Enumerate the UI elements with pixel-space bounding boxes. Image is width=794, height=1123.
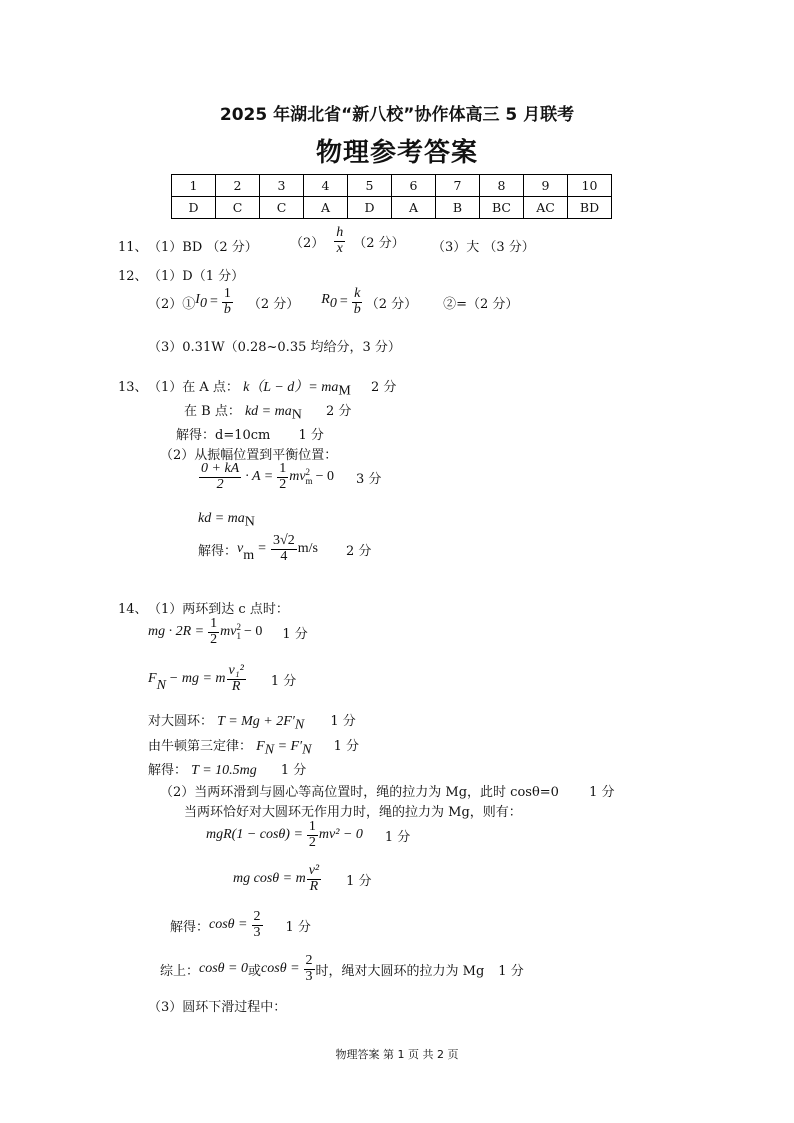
q14-e1-rhs: mv (220, 624, 237, 640)
subscript: N (156, 678, 166, 694)
q13-b-score: 2 分 (326, 404, 352, 419)
q14-part3: （3）圆环下滑过程中： (148, 1000, 287, 1015)
q11-part2-fraction (334, 226, 345, 256)
q14-part1-intro: （1）两环到达 c 点时： (148, 602, 289, 617)
q13-e3-fraction (271, 534, 297, 564)
q13-b-prefix: 在 B 点： (184, 404, 241, 419)
q13-e2-equation: kd = ma (198, 511, 245, 526)
q13-e1-indices (306, 468, 313, 486)
q13-e1-half (277, 462, 288, 492)
superscript: 2 (305, 467, 311, 478)
q14-e2-mid: − mg = m (168, 671, 226, 687)
q14-f4 (160, 954, 524, 984)
equals-sign: = (209, 294, 218, 310)
q14-e2-fraction (227, 664, 246, 694)
q14-e1-tail: − 0 (243, 624, 263, 640)
q14-f3-score: 1 分 (285, 919, 311, 935)
q13-energy-equation (198, 462, 381, 492)
answer-table-answer-row (172, 197, 612, 219)
answer-table-number-row (172, 175, 612, 197)
q14-f2-lhs: mg cosθ = m (233, 871, 306, 887)
question-number-cell: 2 (216, 175, 260, 197)
answer-cell: D (348, 197, 392, 219)
q11-part1: （1）BD （2 分） (148, 240, 258, 255)
q14-f1 (206, 820, 410, 850)
q14-f3-lhs: cosθ = (209, 917, 248, 933)
q12-part2-second: ②=（2 分） (443, 296, 519, 312)
q13-line-a (148, 376, 396, 400)
q14-f4-prefix: 综上： (160, 963, 200, 979)
fraction-denominator: 4 (280, 548, 288, 564)
fraction-numerator: 3√2 (273, 533, 295, 548)
q14-f4-score: 1 分 (498, 963, 524, 979)
subscript: N (294, 717, 305, 733)
q14-f3 (170, 910, 311, 940)
q13-e3-prefix: 解得： (198, 543, 238, 559)
q14-f2 (233, 864, 372, 894)
fraction-numerator: h (336, 225, 344, 240)
q14-e2-score: 1 分 (270, 673, 297, 689)
exam-title: 2025 年湖北省“新八校”协作体高三 5 月联考 (219, 105, 575, 125)
q13-e1-rhs: mv (289, 469, 306, 485)
q12-i0-score: （2 分） (247, 296, 300, 312)
q14-label: 14、 (118, 602, 148, 617)
fraction-numerator: 1 (279, 461, 287, 476)
subscript: m (305, 476, 313, 487)
fraction-numerator: 2 (305, 953, 313, 968)
q14-e4 (148, 735, 359, 759)
question-number-cell: 9 (524, 175, 568, 197)
q13-line-b (184, 400, 351, 424)
fraction-denominator: R (309, 878, 319, 894)
subscript: 1 (236, 631, 241, 642)
q14-e1-fraction (208, 617, 219, 647)
q14-f1-fraction (307, 820, 318, 850)
q12-i0-symbol (195, 292, 207, 312)
fraction-denominator: 2 (210, 631, 218, 647)
question-number-cell: 4 (304, 175, 348, 197)
fraction-denominator: b (353, 301, 361, 317)
q14-e5-prefix: 解得： (148, 763, 188, 778)
equals-sign: = (339, 294, 348, 310)
q13-e3 (198, 534, 371, 564)
fraction-numerator: 1 (210, 616, 218, 631)
q14-e5-equation: T = 10.5mg (191, 763, 257, 778)
fraction-denominator: 2 (279, 476, 287, 492)
q11-part2 (290, 226, 405, 256)
fraction-numerator: 2 (253, 909, 261, 924)
q14-f1-lhs: mgR(1 − cosθ) = (206, 827, 303, 843)
q14-e1-score: 1 分 (282, 626, 308, 642)
subscript: N (244, 514, 255, 530)
q11-part2-score: （2 分） (353, 235, 405, 251)
answer-cell: AC (524, 197, 568, 219)
superscript: 2 (236, 622, 241, 633)
q12-part3: （3）0.31W（0.28~0.35 均给分，3 分） (148, 340, 401, 355)
q12-r0-symbol (321, 292, 337, 312)
q14-e5 (148, 759, 306, 779)
q14-e3-prefix: 对大圆环： (148, 714, 214, 729)
subscript: M (338, 383, 351, 399)
fraction-denominator: x (336, 240, 343, 256)
q13-a-prefix: （1）在 A 点： (148, 380, 239, 395)
q12-i0-fraction (222, 287, 233, 317)
q12-r0-fraction (352, 287, 363, 317)
q11-label: 11、 (118, 240, 148, 255)
q14-e3 (148, 710, 356, 734)
subscript: 0 (329, 296, 337, 312)
q12-part1: （1）D（1 分） (148, 269, 245, 284)
q14-f4-or: 或 (248, 963, 262, 979)
q13-e1-mid: · A = (245, 469, 274, 485)
subscript: N (302, 742, 312, 758)
q14-part2-line1 (160, 781, 615, 800)
question-number-cell: 6 (392, 175, 436, 197)
q13-e1-score: 3 分 (355, 471, 382, 487)
answer-cell: A (304, 197, 348, 219)
answer-cell: D (172, 197, 216, 219)
question-number-cell: 10 (568, 175, 612, 197)
q12-part2 (148, 287, 518, 317)
answer-cell: BD (568, 197, 612, 219)
q12-label: 12、 (118, 269, 148, 284)
q14-e1-indices (236, 623, 241, 641)
answer-cell: C (260, 197, 304, 219)
q14-e3-equation: T = Mg + 2F′ (217, 714, 295, 729)
question-number-cell: 3 (260, 175, 304, 197)
q14-f1-rhs: mv² − 0 (318, 827, 363, 843)
q14-f3-prefix: 解得： (170, 919, 210, 935)
fraction-denominator: 3 (253, 924, 261, 940)
answer-table (171, 174, 612, 219)
q14-e2 (148, 664, 296, 694)
fraction-denominator: 2 (216, 476, 224, 492)
q13-label: 13、 (118, 380, 148, 395)
q13-solve (176, 424, 324, 443)
q14-f4-case-b: cosθ = (261, 961, 300, 977)
q13-e3-score: 2 分 (345, 543, 372, 559)
subscript: 0 (199, 296, 207, 312)
q14-e4-score: 1 分 (333, 739, 360, 754)
q14-e5-score: 1 分 (280, 763, 307, 778)
q14-f1-score: 1 分 (384, 829, 411, 845)
q14-e4-prefix: 由牛顿第三定律： (148, 739, 253, 754)
q14-f2-score: 1 分 (346, 873, 372, 889)
fraction-numerator: v₁² (228, 663, 244, 678)
subscript: m (243, 548, 255, 564)
question-number-cell: 7 (436, 175, 480, 197)
fraction-numerator: 1 (223, 286, 231, 301)
fraction-denominator: 3 (305, 968, 313, 984)
answer-cell: B (436, 197, 480, 219)
q14-f4-tail: 时，绳对大圆环的拉力为 Mg (315, 963, 485, 979)
fraction-numerator: 0 + kA (201, 461, 240, 476)
q13-solve-text: 解得：d=10cm (176, 428, 271, 443)
q13-a-score: 2 分 (370, 380, 397, 395)
q14-part2-line2: 当两环恰好对大圆环无作用力时，绳的拉力为 Mg，则有： (184, 805, 522, 820)
q13-e1-tail: − 0 (315, 469, 334, 485)
document-title: 物理参考答案 (315, 138, 478, 168)
question-number-cell: 8 (480, 175, 524, 197)
q13-b-equation: kd = ma (244, 404, 292, 419)
subscript: N (291, 407, 302, 423)
symbol: v (237, 541, 244, 557)
q13-e3-unit: m/s (297, 541, 318, 557)
q14-e4-mid: = F′ (274, 739, 303, 754)
q14-f2-fraction (307, 864, 321, 894)
q13-a-equation: k（L − d）= ma (243, 380, 339, 395)
q14-f4-fraction (304, 954, 315, 984)
q12-part2-prefix: （2）① (148, 296, 196, 312)
fraction-numerator: k (354, 286, 361, 301)
answer-cell: A (392, 197, 436, 219)
subscript: N (264, 742, 275, 758)
symbol: F (148, 671, 157, 687)
q11-part2-label: （2） (290, 235, 325, 251)
answer-cell: C (216, 197, 260, 219)
fraction-denominator: R (231, 678, 241, 694)
question-number-cell: 5 (348, 175, 392, 197)
symbol: I (195, 292, 200, 308)
fraction-denominator: b (223, 301, 231, 317)
q14-f4-case-a: cosθ = 0 (199, 961, 249, 977)
answer-cell: BC (480, 197, 524, 219)
q14-e1 (148, 617, 308, 647)
equals-sign: = (258, 541, 267, 557)
q14-f3-fraction (252, 910, 263, 940)
fraction-denominator: 2 (308, 834, 316, 850)
q14-e1-lhs: mg · 2R = (148, 624, 205, 640)
q13-part2-intro: （2）从振幅位置到平衡位置： (160, 448, 338, 463)
q14-e3-score: 1 分 (330, 714, 356, 729)
question-number-cell: 1 (172, 175, 216, 197)
q14-part2-line1-score: 1 分 (589, 785, 615, 800)
symbol: R (321, 292, 330, 308)
q12-r0-score: （2 分） (365, 296, 418, 312)
q13-solve-score: 1 分 (298, 428, 324, 443)
q13-e1-fraction (199, 462, 241, 492)
q14-part2-line1-text: （2）当两环滑到与圆心等高位置时，绳的拉力为 Mg，此时 cosθ=0 (160, 785, 559, 800)
q13-e2 (198, 511, 255, 531)
page-footer: 物理答案 第 1 页 共 2 页 (335, 1048, 459, 1061)
fraction-numerator: v² (308, 863, 320, 878)
symbol: F (256, 739, 265, 754)
fraction-numerator: 1 (308, 819, 316, 834)
q11-part3: （3）大 （3 分） (432, 240, 535, 255)
